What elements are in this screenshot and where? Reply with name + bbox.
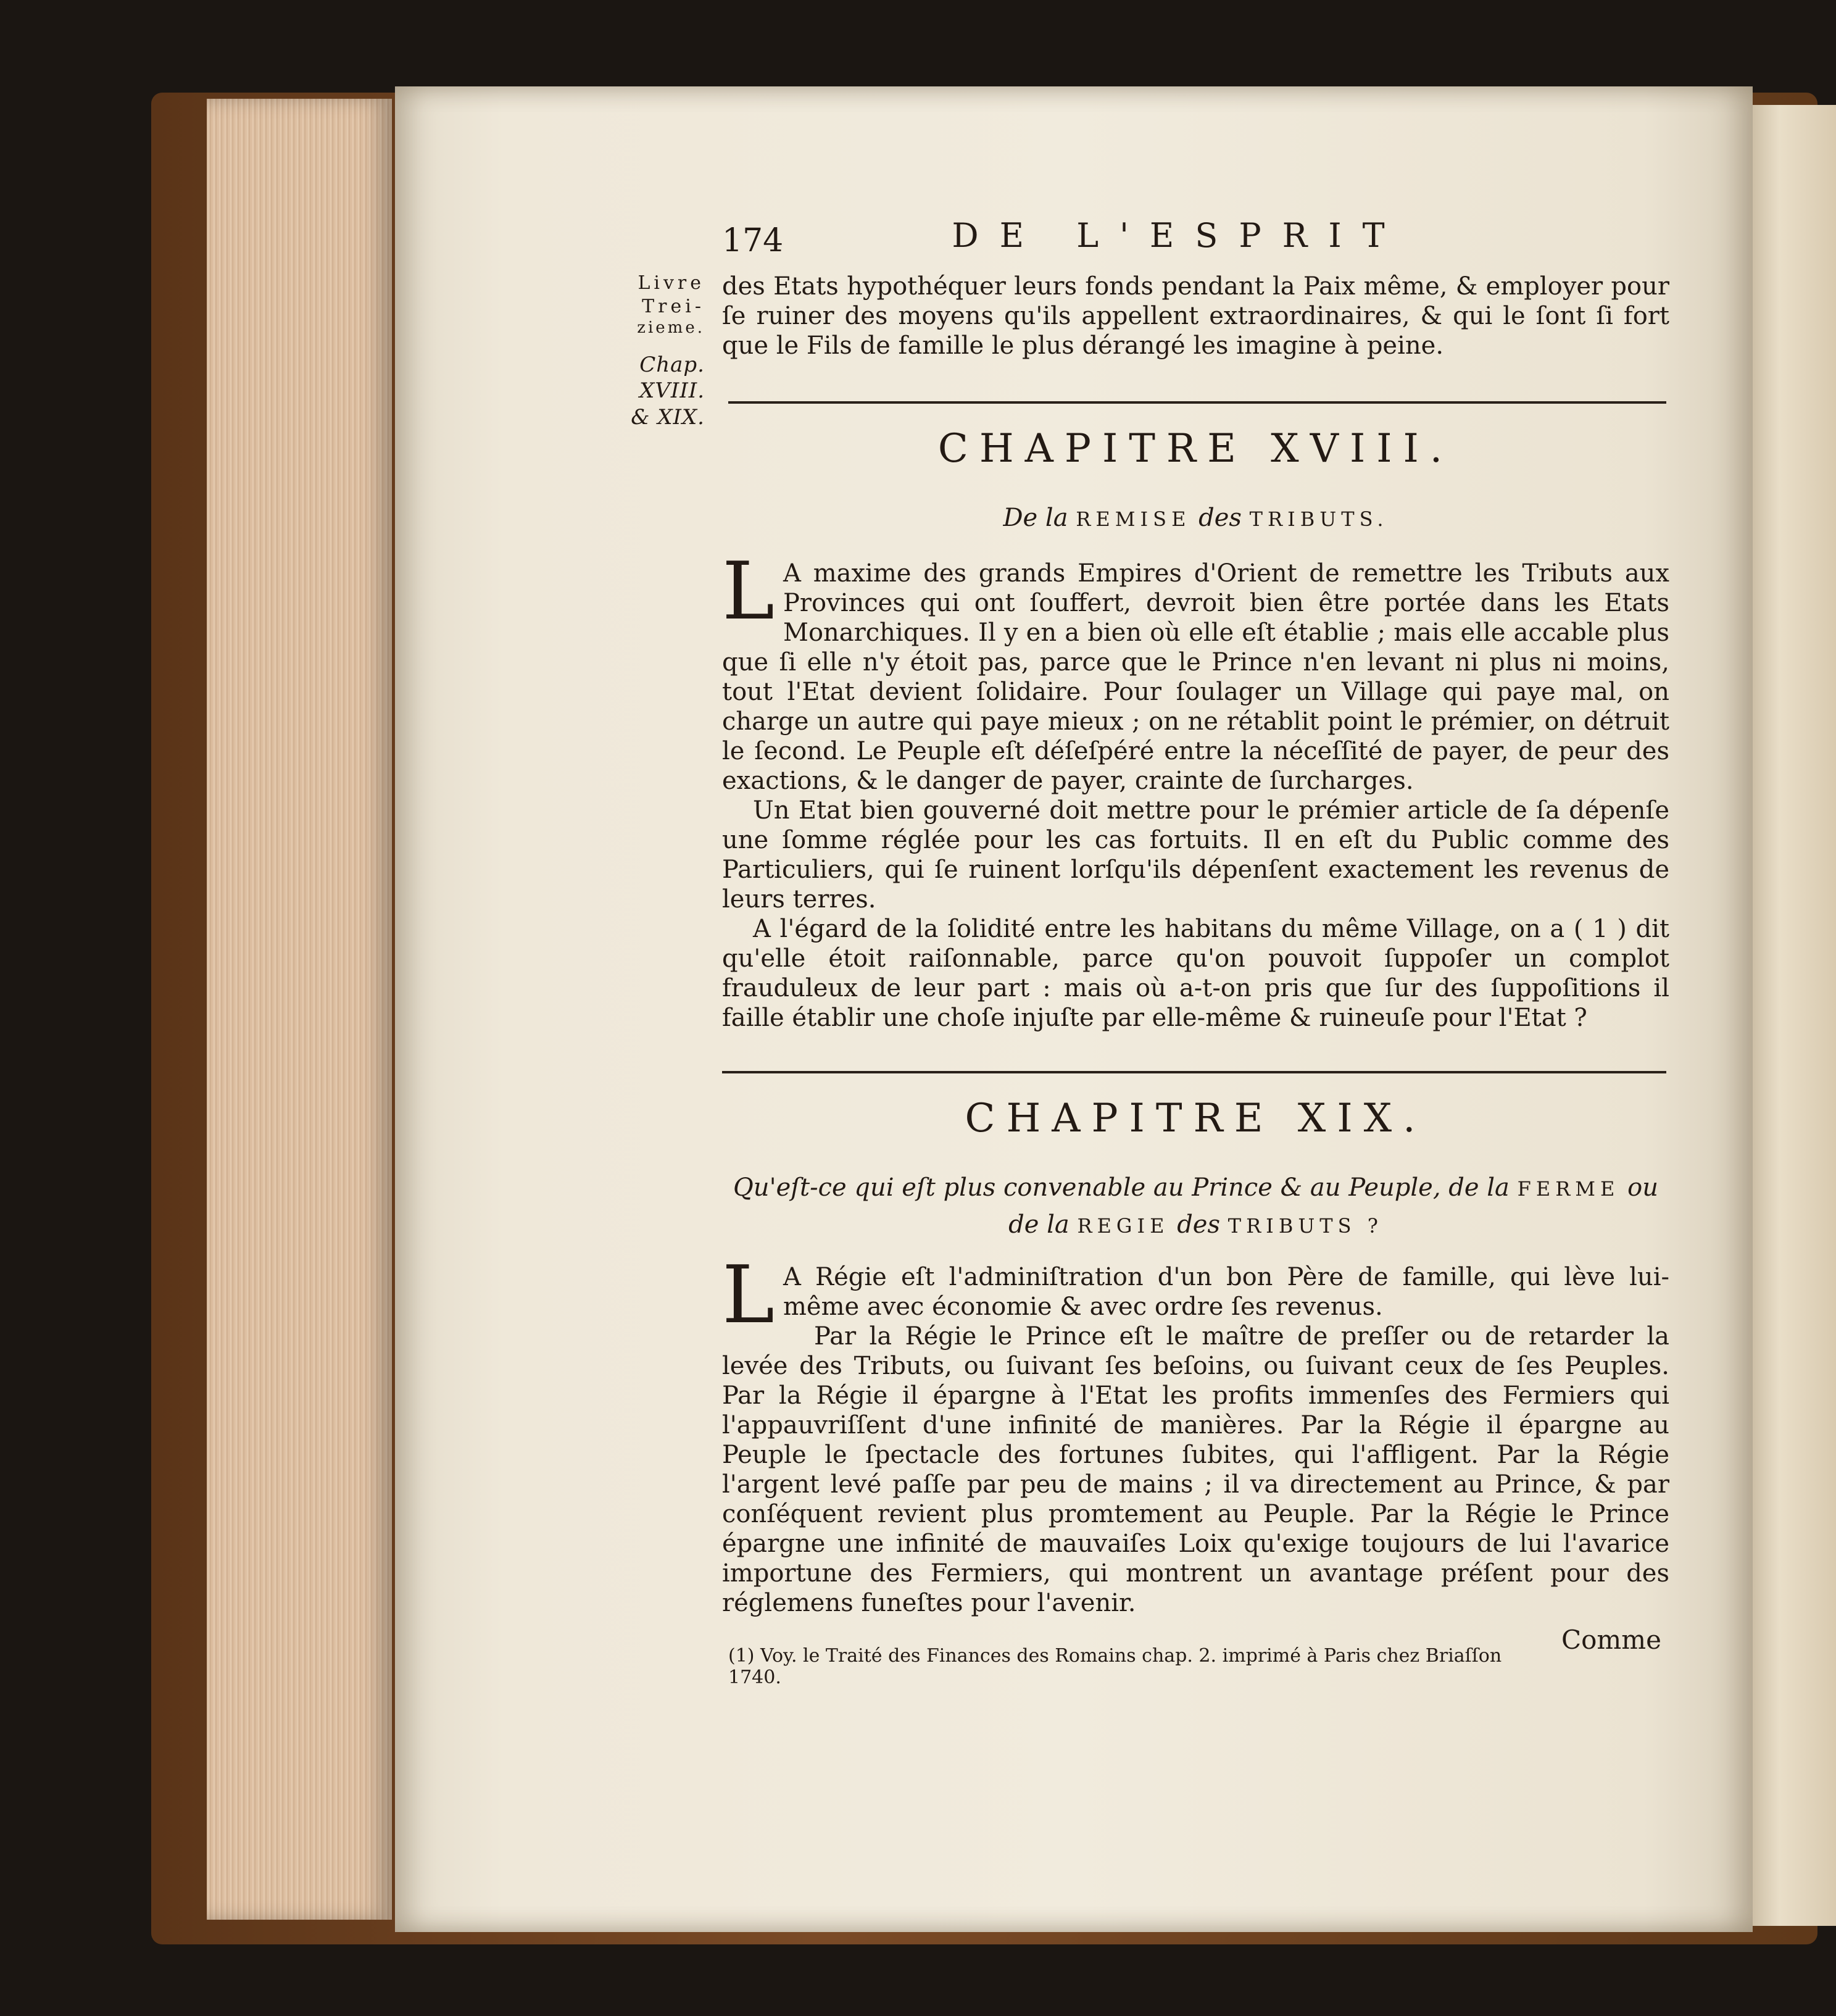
subtitle-text: des (1198, 504, 1242, 532)
subtitle-text: des (1177, 1210, 1221, 1239)
chapter-18-subtitle (722, 500, 1669, 537)
section-divider (728, 401, 1666, 404)
catchword: Comme (1561, 1625, 1661, 1655)
margin-note (606, 272, 705, 430)
margin-note-line: zieme. (637, 319, 705, 337)
chapter-18-paragraph-3: A l'égard de la ſolidité entre les habitans du même Village, on a ( 1 ) dit qu'elle étoit raiſonnable, parce qu'on pouvoit ſuppoſer un complot frauduleux de leur part : mais où a-t-on pris que ſur des ſuppoſitions il faille établir une choſe injuſte par elle-même & ruineuſe pour l'Etat ? (722, 915, 1669, 1032)
section-divider (722, 1071, 1666, 1073)
drop-cap: L (722, 546, 775, 638)
drop-cap: L (722, 1249, 775, 1341)
subtitle-text: ou (1627, 1173, 1658, 1202)
subtitle-text: De la (1003, 504, 1068, 532)
footnote: (1) Voy. le Traité des Finances des Romains chap. 2. imprimé à Paris chez Briaſſon 1740. (728, 1645, 1502, 1688)
chapter-19-paragraph-2: Par la Régie le Prince eſt le maître de preſſer ou de retarder la levée des Tributs, ou ſuivant ſes beſoins, ou ſuivant ceux de ſes Peuples. Par la Régie il épargne à l'Etat les profits immenſes des Fermiers qui l'appauvriſſent d'une infinité de manières. Par la Régie il épargne au Peuple le ſpectacle des fortunes ſubites, qui l'affligent. Par la Régie l'argent levé paſſe par peu de mains ; il va directement au Prince, & par conſéquent revient plus promtement au Peuple. Par la Régie le Prince épargne une infinité de mauvaiſes Loix qu'exige toujours de lui l'avarice importune des Fermiers, qui montrent un avantage préſent pour des réglemens funeſtes pour l'avenir. (722, 1322, 1669, 1617)
margin-note-line: Chap. (639, 352, 705, 377)
subtitle-smallcaps: REMISE (1076, 507, 1191, 531)
chapter-19-subtitle (722, 1170, 1669, 1244)
chapter-18-title: CHAPITRE XVIII. (937, 426, 1454, 472)
running-head: DE L'ESPRIT (952, 216, 1406, 255)
margin-note-line: & XIX. (631, 404, 705, 430)
margin-note-line: XVIII. (639, 378, 705, 403)
chapter-19-title: CHAPITRE XIX. (965, 1096, 1427, 1141)
page-block-edge (207, 99, 392, 1920)
facing-page (1747, 105, 1836, 1926)
subtitle-smallcaps: TRIBUTS ? (1227, 1214, 1383, 1238)
subtitle-text: de la (1008, 1210, 1070, 1239)
margin-note-line: Trei- (642, 295, 705, 317)
intro-text: des Etats hypothéquer leurs fonds pendant la Paix même, & employer pour ſe ruiner des moyens qu'ils appellent extraordinaires, & qui le ſont ſi fort que le Fils de famille le plus dérangé les imagine à peine. (722, 272, 1669, 360)
intro-paragraph (722, 272, 1669, 360)
subtitle-smallcaps: FERME (1517, 1177, 1620, 1201)
subtitle-smallcaps: REGIE (1077, 1214, 1169, 1238)
chapter-18-paragraph-1: A maxime des grands Empires d'Orient de remettre les Tributs aux Provinces qui ont ſouffert, devroit bien être portée dans les Etats Monarchiques. Il y en a bien où elle eſt établie ; mais elle accable plus que ſi elle n'y étoit pas, parce que le Prince n'en levant ni plus ni moins, tout l'Etat devient ſolidaire. Pour ſoulager un Village qui paye mal, on charge un autre qui paye mieux ; on ne rétablit point le prémier, on détruit le ſecond. Le Peuple eſt déſeſpéré entre la néceſſité de payer, de peur des exactions, & le danger de payer, crainte de ſurcharges. (722, 559, 1669, 795)
chapter-19-paragraph-1: A Régie eſt l'adminiſtration d'un bon Père de famille, qui lève lui-même avec économie & avec ordre ſes revenus. (783, 1263, 1669, 1321)
chapter-18-body (722, 546, 1669, 1033)
page-number: 174 (722, 222, 784, 259)
chapter-19-body (722, 1249, 1669, 1618)
chapter-18-paragraph-2: Un Etat bien gouverné doit mettre pour le prémier article de ſa dépenſe une ſomme réglée pour les cas fortuits. Il en eſt du Public comme des Particuliers, qui ſe ruinent lorſqu'ils dépenſent exactement les revenus de leurs terres. (722, 796, 1669, 914)
subtitle-smallcaps: TRIBUTS. (1249, 507, 1389, 531)
margin-note-line: Livre (638, 272, 705, 294)
subtitle-text: Qu'eſt-ce qui eſt plus convenable au Prince & au Peuple, de la (733, 1173, 1510, 1202)
